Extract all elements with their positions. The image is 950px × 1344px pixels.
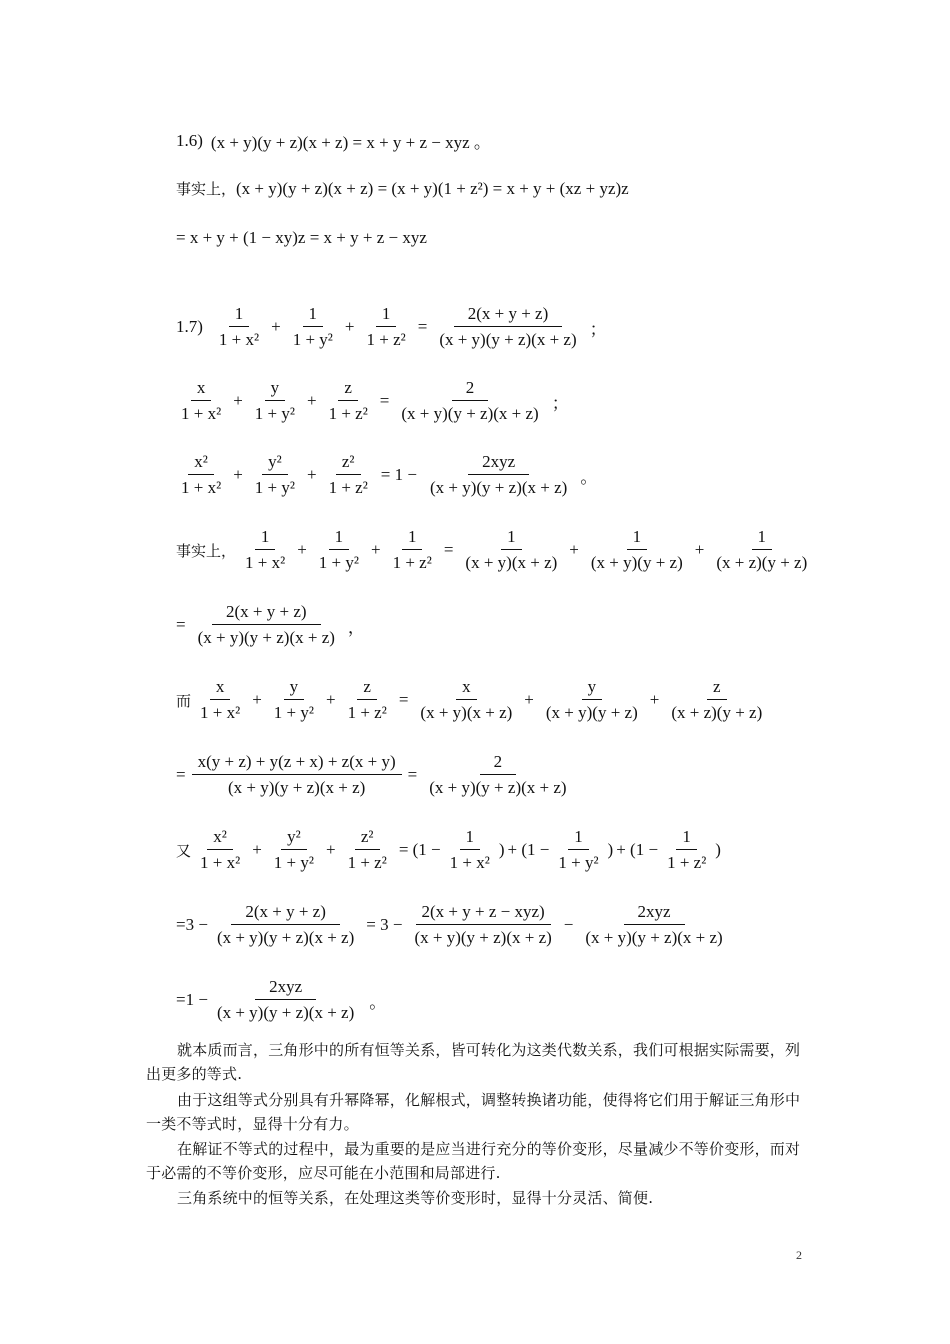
fraction: $\frac{2}{(x + y)(y + z)(x + z)}$	[429, 752, 567, 797]
punctuation: 。	[580, 467, 598, 487]
item-1-7-proof-line3: 而 $\frac{x}{\text{1 + x²}}$ + $\frac{y}{\text{1 + y²}}$ + $\frac{z}{\text{1 + z²}}$ = $\frac{x}{(x + y)(x + z)}$ + $\frac{y}{(x + y)(y + z)}$ + $\frac{z}{(x + z)(y + z)}$	[176, 677, 771, 723]
fraction: $\frac{y}{\text{1 + y²}}$	[273, 677, 314, 722]
operator-text: )	[607, 840, 614, 859]
fraction: $\frac{\text{x²}}{\text{1 + x²}}$	[181, 452, 222, 497]
item-label: 1.6)	[176, 130, 203, 150]
fraction: $\frac{\text{2(x + y + z − xyz)}}{(x + y)(y + z)(x + z)}$	[414, 902, 552, 947]
fraction: $\frac{1}{(x + y)(x + z)}$	[465, 527, 558, 572]
item-1-7-eq3: $\frac{\text{x²}}{\text{1 + x²}}$ + $\frac{\text{y²}}{\text{1 + y²}}$ + $\frac{\text{z²}}{\text{1 + z²}}$ = 1 − $\frac{\text{2xyz}}{(x + y)(y + z)(x + z)}$ 。	[172, 452, 597, 498]
fraction: $\frac{z}{(x + z)(y + z)}$	[671, 677, 763, 722]
equation-text: (x + y)(y + z)(x + z) = (x + y)(1 + z²) = x + y + (xz + yz)z	[236, 178, 629, 198]
fraction: $\frac{1}{\text{1 + y²}}$	[292, 304, 333, 349]
fraction: $\frac{1}{(x + z)(y + z)}$	[716, 527, 808, 572]
item-1-6-statement	[176, 128, 491, 153]
fraction: $\frac{1}{\text{1 + z²}}$	[392, 527, 432, 572]
fraction: $\frac{1}{\text{1 + x²}}$	[245, 527, 286, 572]
fraction: $\frac{1}{\text{1 + z²}}$	[366, 304, 406, 349]
fraction: $\frac{z}{\text{1 + z²}}$	[328, 378, 368, 423]
item-1-7-eq2: $\frac{x}{\text{1 + x²}}$ + $\frac{y}{\text{1 + y²}}$ + $\frac{z}{\text{1 + z²}}$ = $\frac{2}{(x + y)(y + z)(x + z)}$ ；	[172, 378, 569, 424]
fraction: $\frac{2(x + y + z)}{(x + y)(y + z)(x + z)}$	[439, 304, 577, 349]
fraction: $\frac{\text{y²}}{\text{1 + y²}}$	[254, 452, 295, 497]
item-1-7-proof-line1: 事实上， $\frac{1}{\text{1 + x²}}$ + $\frac{1}{\text{1 + y²}}$ + $\frac{1}{\text{1 + z²}}$ = $\frac{1}{(x + y)(x + z)}$ + $\frac{1}{(x + y)(y + z)}$ + $\frac{1}{(x + z)(y + z)}$	[176, 527, 816, 573]
equation-text: = x + y + (1 − xy)z = x + y + z − xyz	[176, 228, 427, 247]
item-1-6-proof-line1	[176, 178, 629, 199]
fraction: $\frac{x}{\text{1 + x²}}$	[200, 677, 241, 722]
operator-text: = 3 −	[366, 915, 403, 934]
fraction: $\frac{1}{\text{1 + x²}}$	[449, 827, 490, 872]
fraction: $\frac{1}{\text{1 + y²}}$	[558, 827, 599, 872]
punctuation: ；	[551, 393, 569, 413]
fraction: $\frac{y}{\text{1 + y²}}$	[254, 378, 295, 423]
item-1-7-proof-line7	[176, 977, 386, 1023]
operator-text: )	[498, 840, 505, 859]
identity-text: (x + y)(y + z)(x + z) = x + y + z − xyz 。	[210, 133, 491, 152]
connective-word: 而	[176, 691, 192, 710]
page-number: 2	[796, 1248, 802, 1262]
paragraph: 就本质而言，三角形中的所有恒等关系，皆可转化为这类代数关系，我们可根据实际需要，列出更多的等式.	[146, 1041, 801, 1083]
fraction: $\frac{\text{z²}}{\text{1 + z²}}$	[347, 827, 387, 872]
punctuation: 。	[369, 992, 387, 1012]
proof-intro: 事实上，	[176, 541, 237, 560]
fraction: $\frac{\text{2xyz}}{(x + y)(y + z)(x + z)}$	[585, 902, 723, 947]
fraction: $\frac{2(x + y + z)}{(x + y)(y + z)(x + z)}$	[216, 902, 355, 947]
item-1-7-proof-line4: = $\frac{x(y + z) + y(z + x) + z(x + y)}{(x + y)(y + z)(x + z)}$ = $\frac{2}{(x + y)(y + z)(x + z)}$	[176, 752, 576, 798]
fraction: $\frac{x}{\text{1 + x²}}$	[181, 378, 222, 423]
operator-text: = 1 −	[380, 465, 417, 484]
fraction: $\frac{y}{(x + y)(y + z)}$	[545, 677, 638, 722]
operator-text: + (1 −	[507, 840, 550, 859]
fraction: $\frac{1}{\text{1 + y²}}$	[318, 527, 359, 572]
paragraph: 在解证不等式的过程中，最为重要的是应当进行充分的等价变形，尽量减少不等价变形，而对于必需的不等价变形，应尽可能在小范围和局部进行.	[146, 1140, 801, 1182]
fraction: $\frac{x(y + z) + y(z + x) + z(x + y)}{(x + y)(y + z)(x + z)}$	[192, 752, 402, 798]
fraction: $\frac{\text{x²}}{\text{1 + x²}}$	[200, 827, 241, 872]
item-1-7-proof-line5: 又 $\frac{\text{x²}}{\text{1 + x²}}$ + $\frac{\text{y²}}{\text{1 + y²}}$ + $\frac{\text{z²}}{\text{1 + z²}}$ = (1 − $\frac{1}{\text{1 + x²}}$ ) + (1 − $\frac{1}{\text{1 + y²}}$ ) + (1 − $\frac{1}{\text{1 + z²}}$ )	[176, 827, 721, 872]
fraction: $\frac{z}{\text{1 + z²}}$	[347, 677, 387, 722]
fraction: $\frac{\text{2xyz}}{(x + y)(y + z)(x + z)}$	[429, 452, 568, 497]
connective-word: 又	[176, 841, 192, 860]
paragraph: 三角系统中的恒等关系，在处理这类等价变形时，显得十分灵活、简便.	[177, 1189, 654, 1207]
fraction: $\frac{\text{2xyz}}{(x + y)(y + z)(x + z)}$	[216, 977, 355, 1022]
operator-text: )	[715, 840, 721, 859]
fraction: $\frac{2}{(x + y)(y + z)(x + z)}$	[401, 378, 539, 423]
item-1-7-eq1: 1.7) $\frac{1}{\text{1 + x²}}$ + $\frac{1}{\text{1 + y²}}$ + $\frac{1}{\text{1 + z²}}$ = $\frac{2(x + y + z)}{(x + y)(y + z)(x + z)}$ ；	[176, 304, 607, 349]
operator-text: + (1 −	[616, 840, 659, 859]
fraction: $\frac{x}{(x + y)(x + z)}$	[420, 677, 513, 722]
fraction: $\frac{1}{\text{1 + x²}}$	[218, 304, 260, 349]
fraction: $\frac{1}{(x + y)(y + z)}$	[590, 527, 683, 572]
operator-text: = (1 −	[398, 840, 441, 859]
operator-text: =1 −	[176, 990, 208, 1009]
fraction: $\frac{\text{z²}}{\text{1 + z²}}$	[328, 452, 368, 497]
fraction: $\frac{2(x + y + z)}{(x + y)(y + z)(x + z)}$	[197, 602, 335, 647]
item-1-7-proof-line2: = $\frac{2(x + y + z)}{(x + y)(y + z)(x + z)}$ ，	[176, 602, 365, 647]
item-1-6-proof-line2	[176, 228, 427, 248]
punctuation: ；	[589, 319, 607, 339]
fraction: $\frac{1}{\text{1 + z²}}$	[667, 827, 707, 872]
operator-text: =3 −	[176, 915, 208, 934]
punctuation: ，	[347, 617, 365, 637]
proof-intro: 事实上，	[176, 180, 237, 198]
item-label: 1.7)	[176, 317, 203, 336]
paragraph: 由于这组等式分别具有升幂降幂，化解根式，调整转换诸功能，使得将它们用于解证三角形中一类不等式时，显得十分有力。	[146, 1091, 801, 1133]
item-1-7-proof-line6: =3 − $\frac{2(x + y + z)}{(x + y)(y + z)(x + z)}$ = 3 − $\frac{\text{2(x + y + z − xyz)}}{(x + y)(y + z)(x + z)}$ − $\frac{\text{2xyz}}{(x + y)(y + z)(x + z)}$	[176, 902, 732, 948]
fraction: $\frac{\text{y²}}{\text{1 + y²}}$	[273, 827, 314, 872]
